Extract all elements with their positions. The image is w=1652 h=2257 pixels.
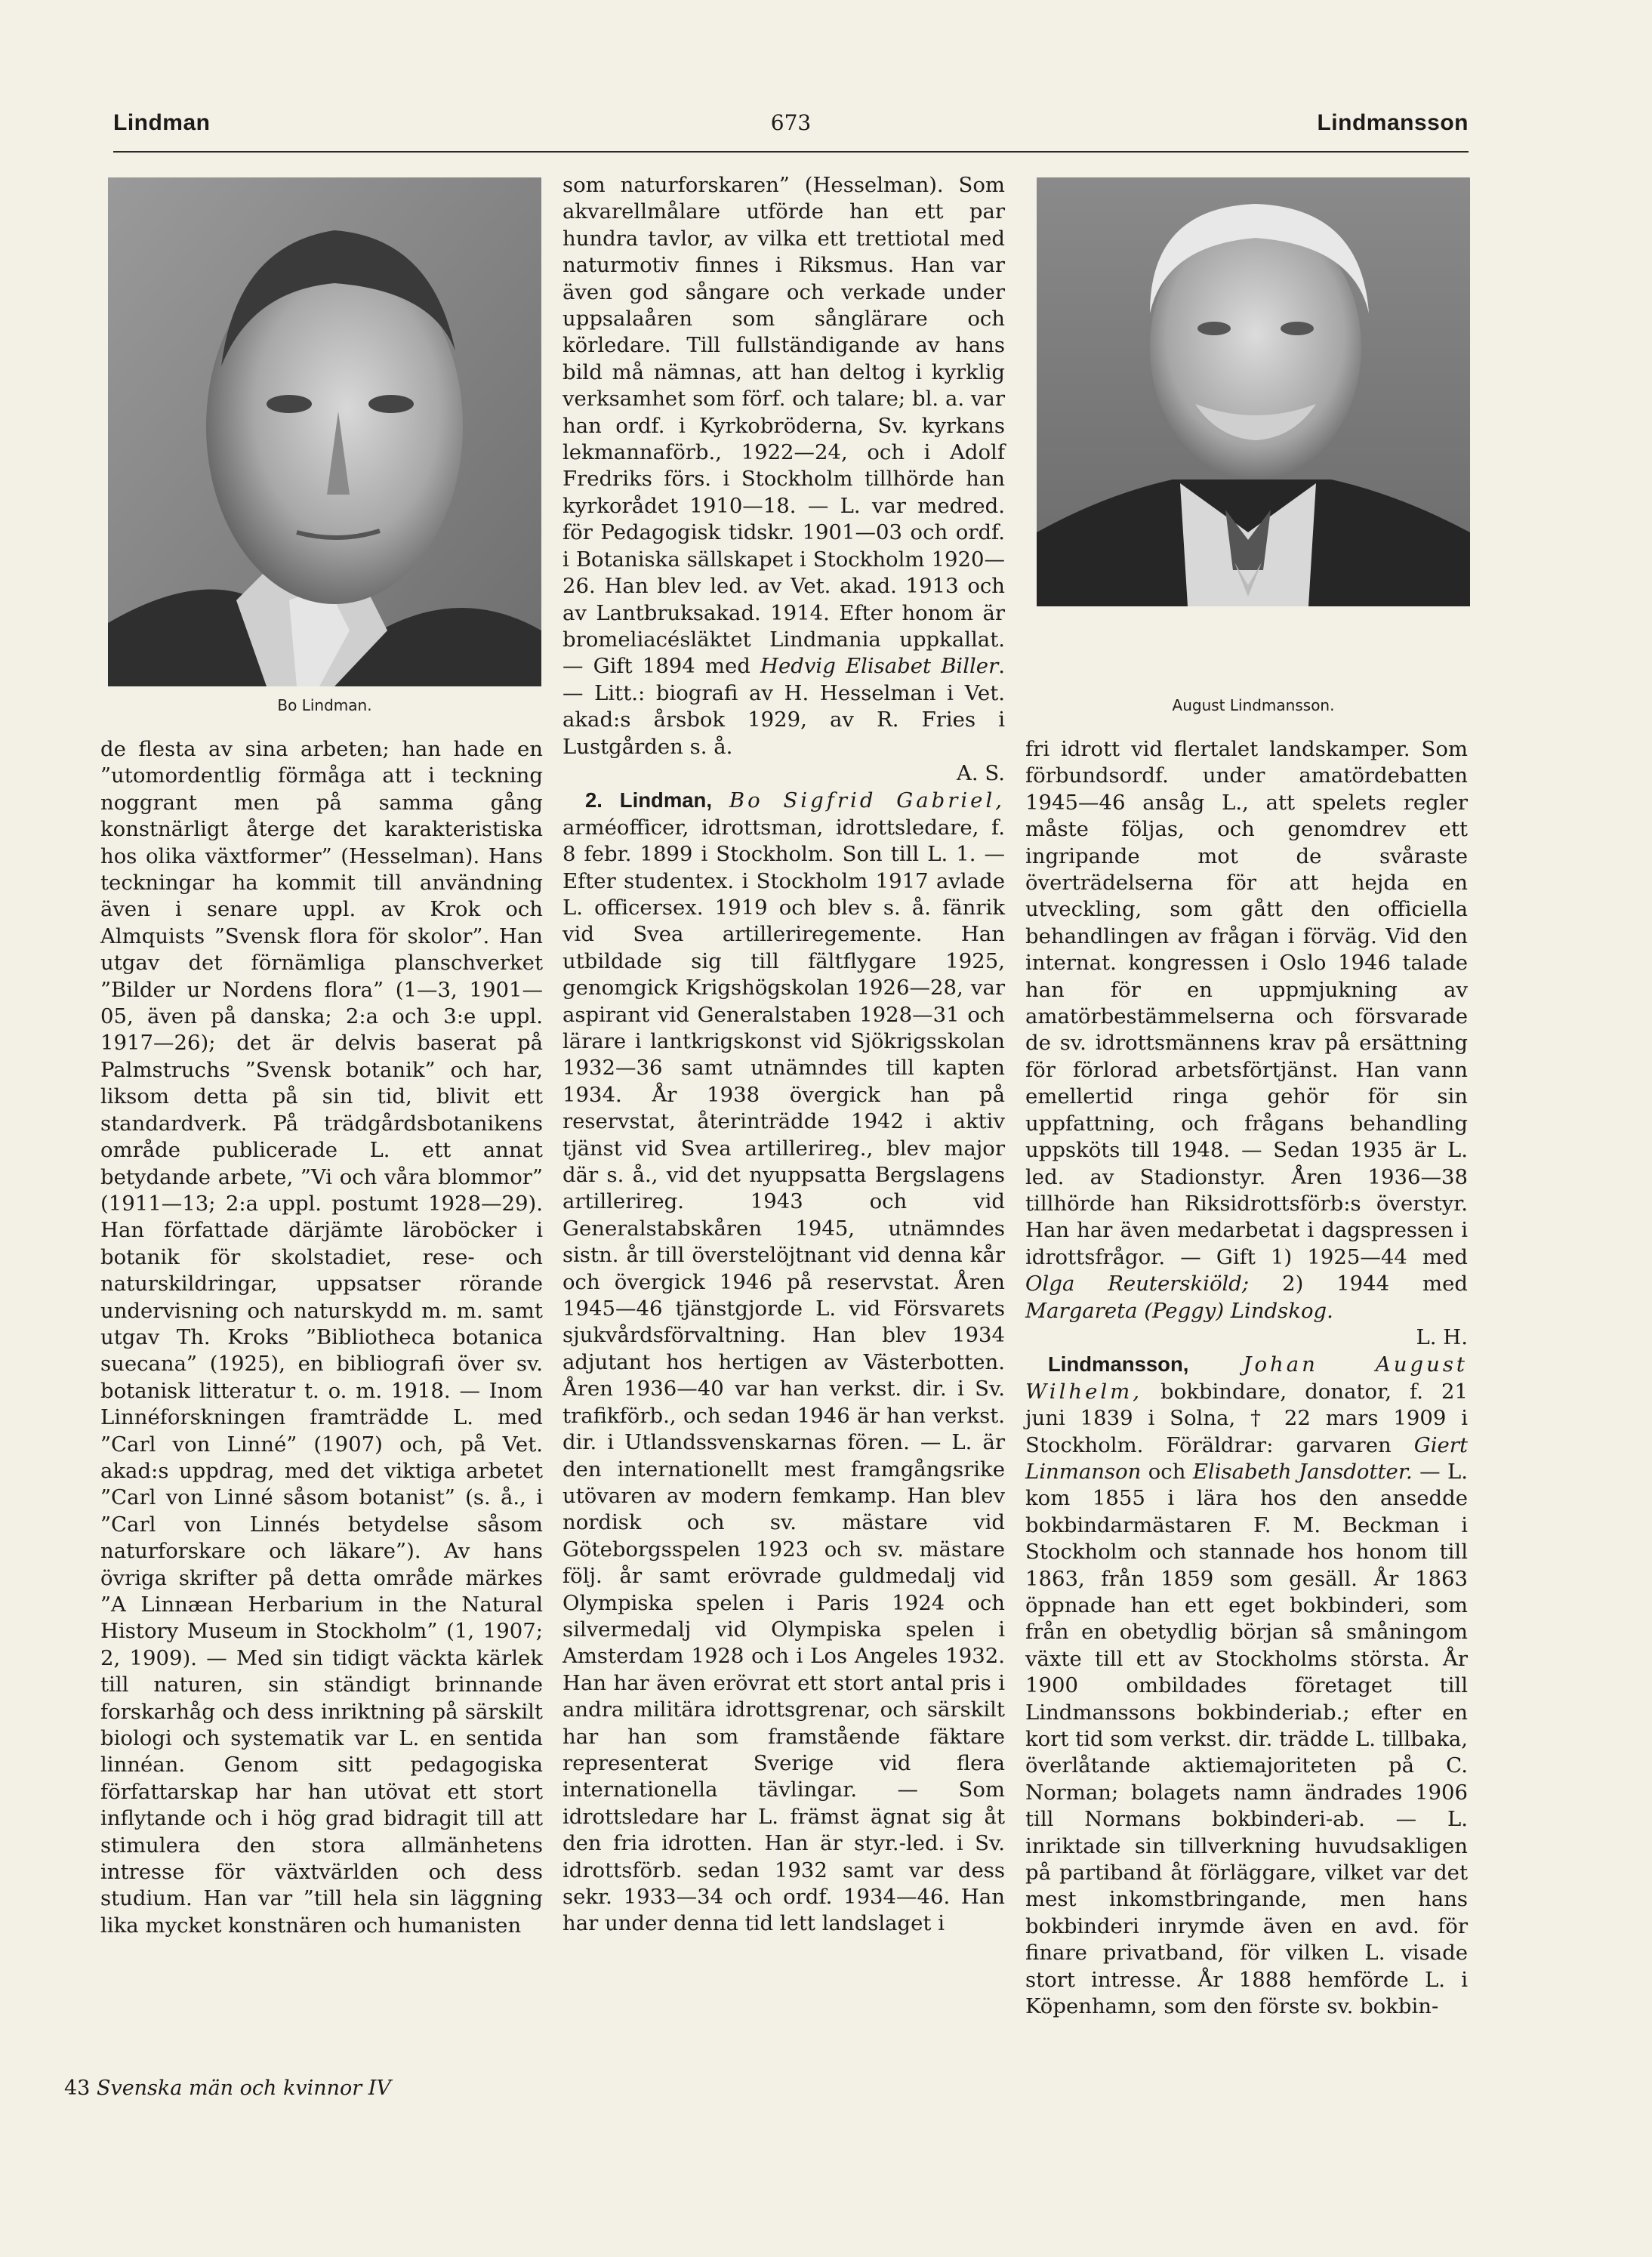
header-rule (113, 151, 1469, 153)
caption-right: August Lindmansson. (1172, 696, 1335, 714)
caption-left: Bo Lindman. (277, 696, 372, 714)
column-2 (562, 172, 1005, 1938)
column-1 (100, 736, 543, 1939)
column-3 (1025, 736, 1468, 2021)
col3-entry-lindmansson: Lindmansson, Johan August Wilhelm, bokbindare, donator, f. 21 juni 1839 i Solna, † 22 mars 1909 i Stockholm. Föräldrar: garvaren Giert Linmanson och Elisabeth Jansdotter. — L. kom 1855 i lära hos den ansedde bokbindarmästaren F. M. Beckman i Stockholm och stannade hos honom till 1863, från 1859 som gesäll. År 1863 öppnade han ett eget bokbinderi, som från en obetydlig början så småningom växte till ett av Stockholms största. År 1900 ombildades företaget till Lindmanssons bokbinderiab.; efter en kort tid som verkst. dir. trädde L. tillbaka, överlåtande aktiemajoriteten på C. Norman; bolagets namn ändrades 1906 till Normans bokbinderi-ab. — L. inriktade sin tillverkning huvudsakligen på partiband åt förläggare, vilket var det mest inkomstbringande, men hans bokbinderi inrymde även en avd. för finare privatband, för vilken L. visade stort intresse. År 1888 hemförde L. i Köpenhamn, som den förste sv. bokbin- (1025, 1352, 1469, 2019)
running-header (113, 106, 1469, 151)
entry-given-names-2: Johan August Wilhelm, (1025, 1352, 1468, 1404)
signature-number: 43 (64, 2077, 91, 2100)
entry-given-names: Bo Sigfrid Gabriel, (729, 788, 1005, 813)
signature-lh: L. H. (1416, 1324, 1468, 1349)
header-right-word: Lindmansson (1317, 110, 1469, 135)
book-title: Svenska män och kvinnor IV (96, 2077, 391, 2100)
signature-as: A. S. (957, 760, 1005, 785)
entry-heading-lindmansson: Lindmansson, (1048, 1352, 1189, 1377)
portrait-august-lindmansson (1037, 177, 1470, 606)
page-number: 673 (770, 110, 812, 135)
col2-paragraph-1: som naturforskaren” (Hesselman). Som akvarellmålare utförde han ett par hundra tavlor, av vilka ett trettiotal med naturmotiv finnes i Riksmus. Han var även god sångare och verkade under uppsalaåren som sånglärare och körledare. Till fullständigande av hans bild må nämnas, att han deltog i kyrklig verksamhet som förf. och talare; bl. a. var han ordf. i Kyrkobröderna, Sv. kyrkans lekmannaförb., 1922—24, och i Adolf Fredriks förs. i Stockholm tillhörde han kyrkorådet 1910—18. — L. var medred. för Pedagogisk tidskr. 1901—03 och ordf. i Botaniska sällskapet i Stockholm 1920—26. Han blev led. av Vet. akad. 1913 och av Lantbruksakad. 1914. Efter honom är bromeliacésläktet Lindmania uppkallat. — Gift 1894 med Hedvig Elisabet Biller. — Litt.: biografi av H. Hesselman i Vet. akad:s årsbok 1929, av R. Fries i Lustgården s. å. A. S. (562, 172, 1005, 787)
portrait-bo-lindman (108, 177, 541, 686)
entry-heading-lindman: Lindman, (619, 788, 713, 812)
page-footer (64, 2077, 391, 2100)
spouse-name: Hedvig Elisabet Biller (760, 654, 999, 679)
col3-paragraph-1: fri idrott vid flertalet landskamper. Som förbundsordf. under amatördebatten 1945—46 ansåg L., att spelets regler måste följas, och genomdrev ett ingripande mot de svåraste överträdelserna för att hejda en utveckling, som gått den officiella behandlingen av frågan i förväg. Vid den internat. kongressen i Oslo 1946 talade han för en uppmjukning av amatörbestämmelserna och försvarade de sv. idrottsmännens krav på ersättning för förlorad arbetsförtjänst. Han vann emellertid ringa gehör för sin uppfattning, och frågans behandling uppsköts till 1948. — Sedan 1935 är L. led. av Stadionstyr. Åren 1936—38 tillhörde han Riksidrottsförb:s överstyr. Han har även medarbetat i dagspressen i idrottsfrågor. — Gift 1) 1925—44 med Olga Reuterskiöld; 2) 1944 med Margareta (Peggy) Lindskog. L. H. (1025, 736, 1468, 1351)
col1-paragraph: de flesta av sina arbeten; han hade en ”utomordentlig förmåga att i teckning noggrant men på samma gång konstnärligt återge det karakteristiska hos olika växtformer” (Hesselman). Hans teckningar ha kommit till användning även i senare uppl. av Krok och Almquists ”Svensk flora för skolor”. Han utgav det förnämliga planschverket ”Bilder ur Nordens flora” (1—3, 1901—05, även på danska; 2:a och 3:e uppl. 1917—26); det är delvis baserat på Palmstruchs ”Svensk botanik” och har, liksom detta på sin tid, blivit ett standardverk. På trädgårdsbotanikens område publicerade L. ett annat betydande arbete, ”Vi och våra blommor” (1911—13; 2:a uppl. postumt 1928—29). Han författade därjämte läroböcker i botanik för skolstadiet, rese- och naturskildringar, uppsatser rörande undervisning och naturskydd m. m. samt utgav Th. Kroks ”Bibliotheca botanica suecana” (1925), en bibliografi över sv. botanisk litteratur t. o. m. 1918. — Inom Linnéforskningen framträdde L. med ”Carl von Linné” (1907) och, på Vet. akad:s uppdrag, med det viktiga arbetet ”Carl von Linné såsom botanist” (s. å., i ”Carl von Linnés betydelse såsom naturforskare och läkare”). Av hans övriga skrifter på detta område märkes ”A Linnæan Herbarium in the Natural History Museum in Stockholm” (1, 1907; 2, 1909). — Med sin tidigt väckta kärlek till naturen, sin ständigt brinnande forskarhåg och dess inriktning på särskilt biologi och systematik var L. en sentida linnéan. Genom sitt pedagogiska författarskap har han utövat ett stort inflytande och i hög grad bidragit till att stimulera den stora allmänhetens intresse för växtvärlden och dess studium. Han var ”till hela sin läggning lika mycket konstnären och humanisten (100, 737, 543, 1938)
col2-entry-bo-lindman: 2. Lindman, Bo Sigfrid Gabriel, arméofficer, idrottsman, idrottsledare, f. 8 febr. 1899 i Stockholm. Son till L. 1. — Efter studentex. i Stockholm 1917 avlade L. officersex. 1919 och blev s. å. fänrik vid Svea artilleriregemente. Han utbildade sig till fältflygare 1925, genomgick Krigshögskolan 1926—28, var aspirant vid Generalstaben 1928—31 och lärare i lantkrigskonst vid Sjökrigsskolan 1932—36 samt utnämndes till kapten 1934. År 1938 övergick han på reservstat, återinträdde 1942 i aktiv tjänst vid Svea artillerireg., blev major där s. å., vid det nyuppsatta Bergslagens artillerireg. 1943 och vid Generalstabskåren 1945, utnämndes sistn. år till överstelöjtnant vid denna kår och övergick 1946 på reservstat. Åren 1945—46 tjänstgjorde L. vid Försvarets sjukvårdsförvaltning. Han blev 1934 adjutant hos hertigen av Västerbotten. Åren 1936—40 var han verkst. dir. i Sv. trafikförb., och sedan 1946 är han verkst. dir. i Utlandssvenskarnas fören. — L. är den internationellt mest framgångsrike utövaren av modern femkamp. Han blev nordisk och sv. mästare vid Göteborgsspelen 1923 och sv. mästare följ. år samt erövrade guldmedalj vid Olympiska spelen i Paris 1924 och silvermedalj vid Olympiska spelen i Amsterdam 1928 och i Los Angeles 1932. Han har även erövrat ett stort antal pris i andra militära idrottsgrenar, och särskilt har han som framstående fäktare representerat Sverige vid flera internationella tävlingar. — Som idrottsledare har L. främst ägnat sig åt den fria idrotten. Han är styr.-led. i Sv. idrottsförb. sedan 1932 samt var dess sekr. 1933—34 och ordf. 1934—46. Han har under denna tid lett landslaget i (562, 788, 1005, 1936)
header-left-word: Lindman (113, 110, 211, 135)
